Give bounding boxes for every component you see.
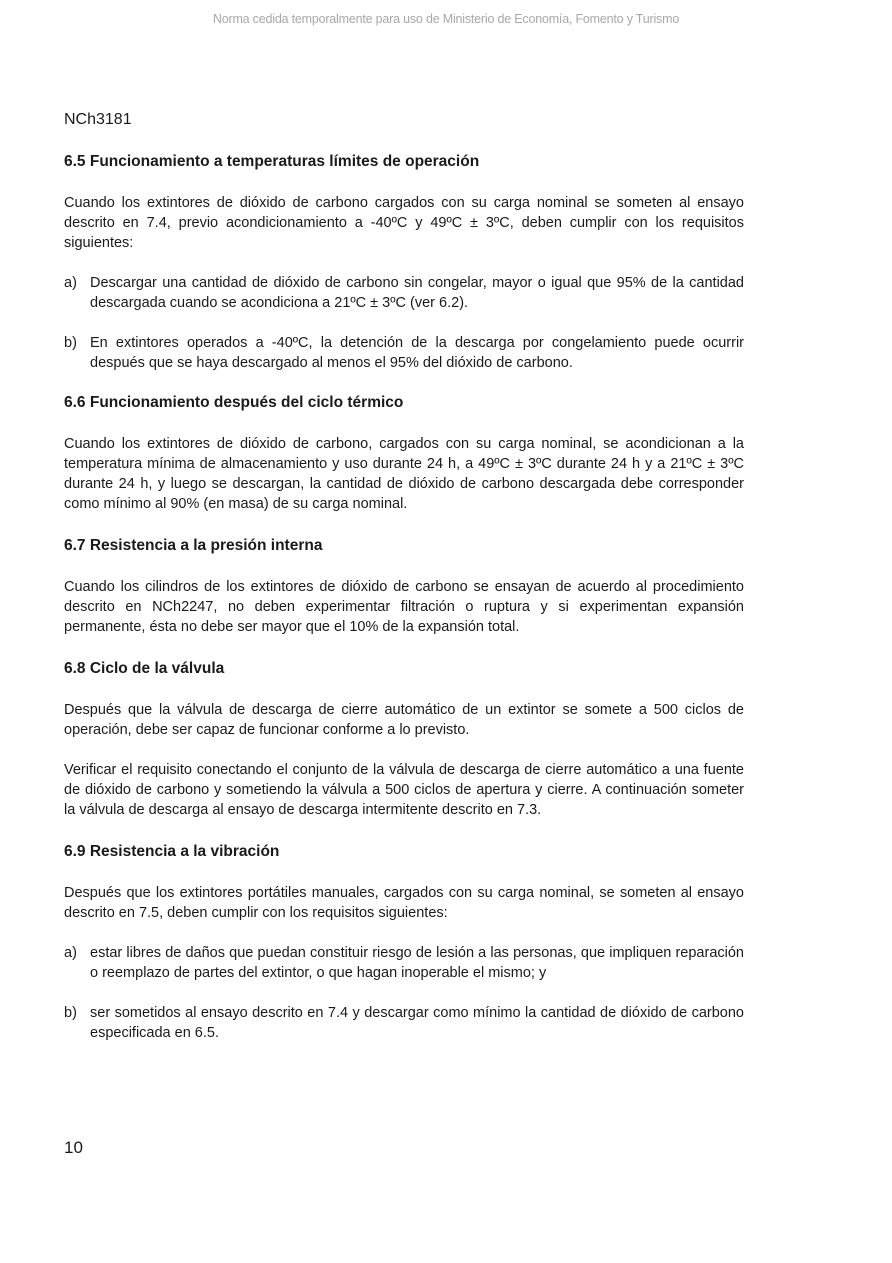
section-heading: 6.7 Resistencia a la presión interna (64, 537, 323, 554)
page-number: 10 (64, 1138, 83, 1157)
paragraph: Después que la válvula de descarga de cierre automático de un extintor se somete a 500 ciclos de operación, debe ser capaz de funcionar conforme a lo previsto. (64, 702, 744, 738)
list-text: ser sometidos al ensayo descrito en 7.4 y descargar como mínimo la cantidad de dióxido de carbono especificada en 6.5. (90, 1005, 744, 1041)
paragraph: Cuando los extintores de dióxido de carbono, cargados con su carga nominal, se acondicionan a la temperatura mínima de almacenamiento y uso durante 24 h, a 49ºC ± 3ºC durante 24 h y a 21ºC ± 3ºC durante 24 h, y luego se descargan, la cantidad de dióxido de carbono descargada debe corresponder como mínimo al 90% (en masa) de su carga nominal. (64, 436, 744, 512)
section-heading: 6.5 Funcionamiento a temperaturas límites de operación (64, 153, 480, 170)
list-text: En extintores operados a -40ºC, la detención de la descarga por congelamiento puede ocurrir después que se haya descargado al menos el 95% del dióxido de carbono. (90, 335, 744, 371)
section-heading: 6.8 Ciclo de la válvula (64, 660, 225, 677)
list-marker: a) (64, 945, 77, 961)
section-6-7 (64, 536, 744, 637)
watermark: Norma cedida temporalmente para uso de Ministerio de Economía, Fomento y Turismo (212, 12, 680, 26)
list-marker: b) (64, 1005, 77, 1021)
list-marker: b) (64, 335, 77, 351)
document-body (64, 152, 744, 1043)
list-text: estar libres de daños que puedan constituir riesgo de lesión a las personas, que impliquen reparación o reemplazo de partes del extintor, o que hagan inoperable el mismo; y (90, 945, 744, 981)
paragraph: Verificar el requisito conectando el conjunto de la válvula de descarga de cierre automático a una fuente de dióxido de carbono y sometiendo la válvula a 500 ciclos de apertura y cierre. A continuación someter la válvula de descarga al ensayo de descarga intermitente descrito en 7.3. (64, 762, 744, 818)
section-6-5 (64, 152, 744, 373)
section-heading: 6.6 Funcionamiento después del ciclo térmico (64, 394, 404, 411)
paragraph: Después que los extintores portátiles manuales, cargados con su carga nominal, se someten al ensayo descrito en 7.5, deben cumplir con los requisitos siguientes: (64, 885, 744, 921)
list-item (64, 273, 744, 313)
paragraph: Cuando los cilindros de los extintores de dióxido de carbono se ensayan de acuerdo al procedimiento descrito en NCh2247, no deben experimentar filtración o ruptura y si experimentan expansión permanente, ésta no debe ser mayor que el 10% de la expansión total. (64, 579, 744, 635)
list-item (64, 333, 744, 373)
document-code: NCh3181 (64, 111, 132, 128)
list-item (64, 943, 744, 983)
list-text: Descargar una cantidad de dióxido de carbono sin congelar, mayor o igual que 95% de la cantidad descargada cuando se acondiciona a 21ºC ± 3ºC (ver 6.2). (90, 275, 744, 311)
list-marker: a) (64, 275, 77, 291)
section-6-6 (64, 393, 744, 514)
section-heading: 6.9 Resistencia a la vibración (64, 843, 280, 860)
paragraph: Cuando los extintores de dióxido de carbono cargados con su carga nominal se someten al ensayo descrito en 7.4, previo acondicionamiento a -40ºC y 49ºC ± 3ºC, deben cumplir con los requisitos siguientes: (64, 195, 744, 251)
section-6-9 (64, 842, 744, 1043)
list-item (64, 1003, 744, 1043)
section-6-8 (64, 659, 744, 820)
